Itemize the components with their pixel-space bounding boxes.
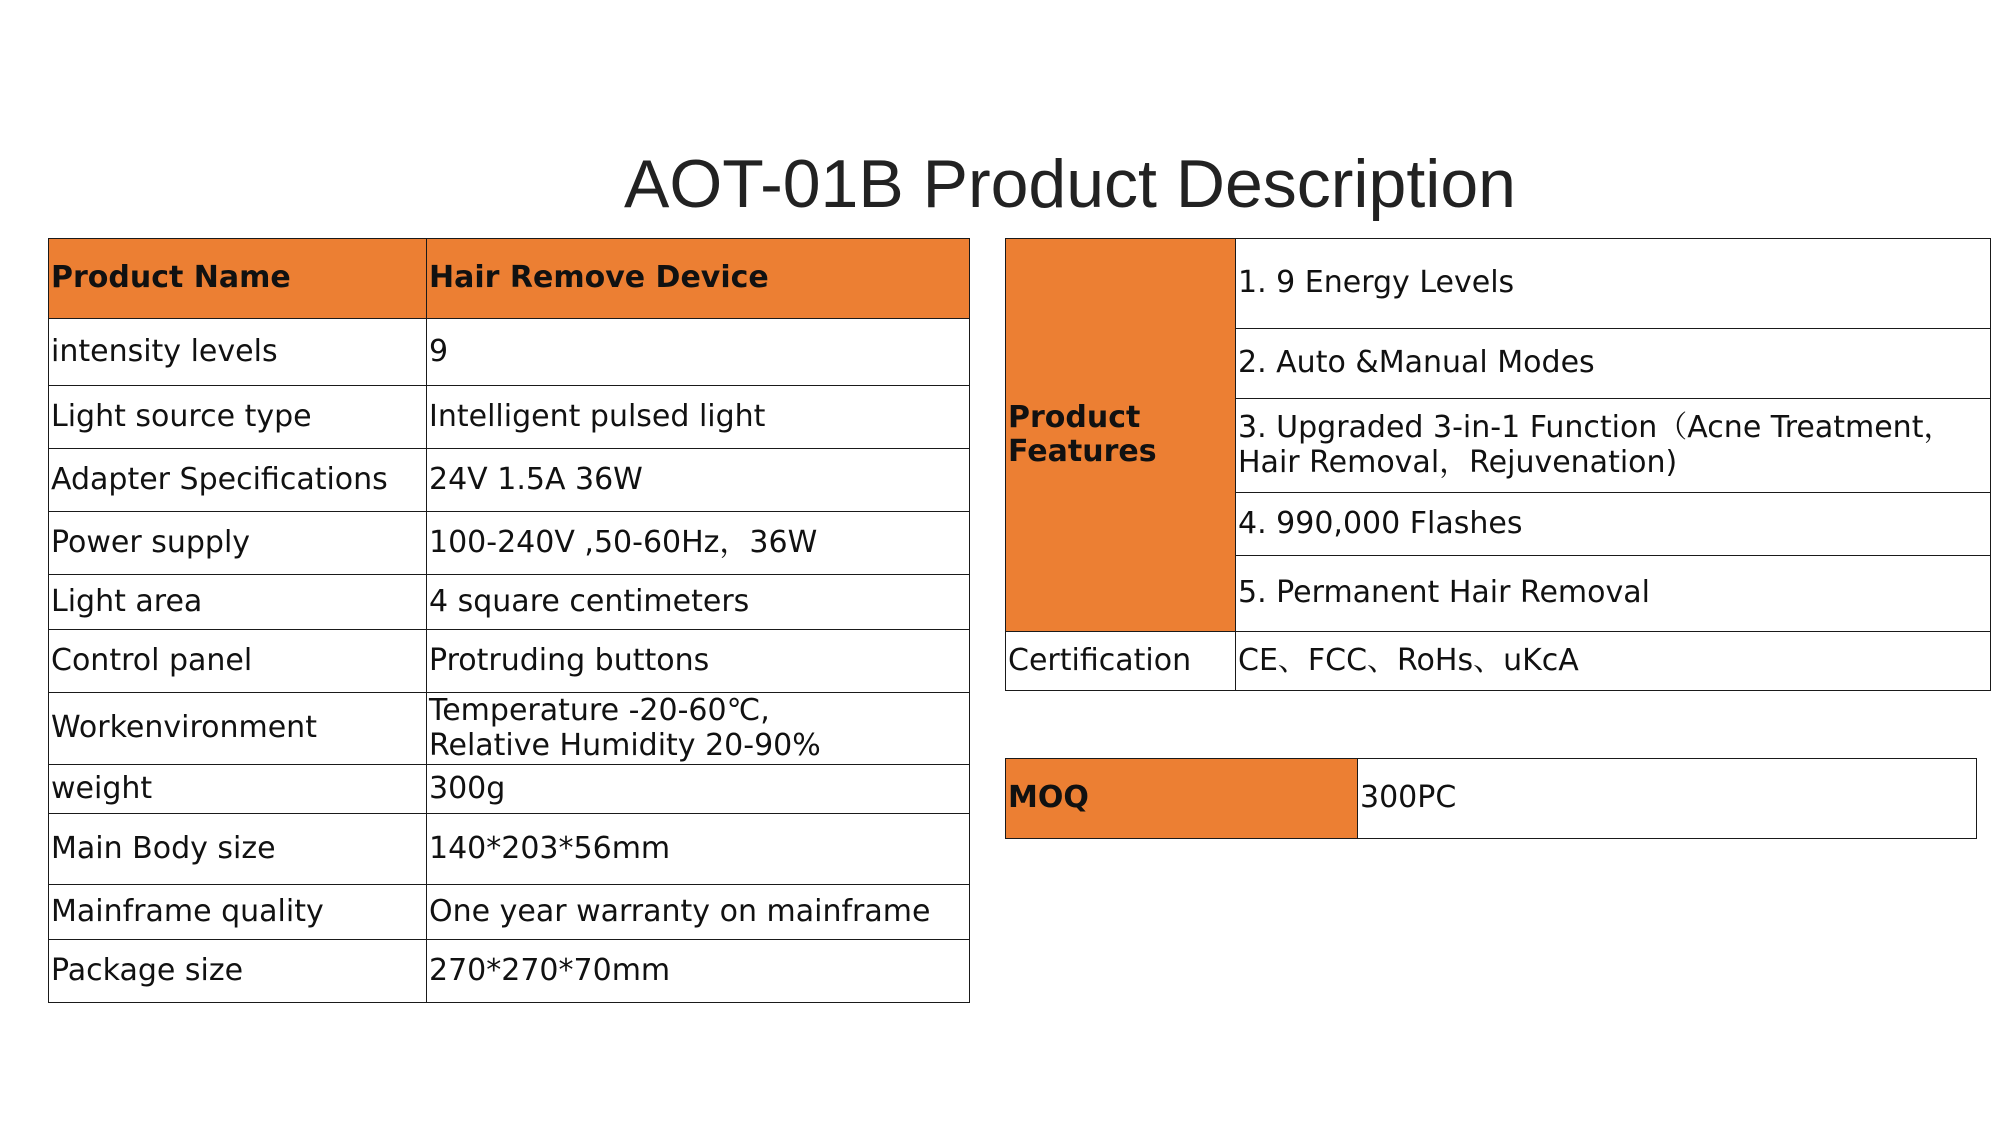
page-title: AOT-01B Product Description <box>624 146 1516 222</box>
spec-value: Intelligent pulsed light <box>427 386 970 449</box>
spec-value: 300g <box>427 765 970 814</box>
spec-label: intensity levels <box>49 319 427 386</box>
spec-value: Protruding buttons <box>427 630 970 693</box>
spec-label: Main Body size <box>49 814 427 885</box>
certification-label: Certification <box>1006 632 1236 691</box>
spec-label: Power supply <box>49 512 427 575</box>
feature-item: 2. Auto &Manual Modes <box>1236 329 1991 399</box>
product-name-label: Product Name <box>49 239 427 319</box>
spec-value: 270*270*70mm <box>427 940 970 1003</box>
table-row <box>49 765 970 814</box>
spec-label: weight <box>49 765 427 814</box>
spec-header-row <box>49 239 970 319</box>
table-row <box>1006 239 1991 329</box>
spec-label: Control panel <box>49 630 427 693</box>
spec-value: 100-240V ,50-60Hz，36W <box>427 512 970 575</box>
spec-label: Light source type <box>49 386 427 449</box>
spec-value: Temperature -20-60℃, Relative Humidity 20-90% <box>427 693 970 765</box>
spec-label: Adapter Specifications <box>49 449 427 512</box>
table-row <box>49 940 970 1003</box>
table-row <box>49 814 970 885</box>
table-row <box>49 693 970 765</box>
moq-label: MOQ <box>1006 759 1358 839</box>
table-row <box>1006 632 1991 691</box>
spec-value: One year warranty on mainframe <box>427 885 970 940</box>
feature-item: 4. 990,000 Flashes <box>1236 493 1991 556</box>
feature-item: 5. Permanent Hair Removal <box>1236 556 1991 632</box>
spec-label: Workenvironment <box>49 693 427 765</box>
table-row <box>1006 759 1977 839</box>
spec-value: 24V 1.5A 36W <box>427 449 970 512</box>
moq-value: 300PC <box>1358 759 1977 839</box>
feature-item: 1. 9 Energy Levels <box>1236 239 1991 329</box>
certification-value: CE、FCC、RoHs、uKcA <box>1236 632 1991 691</box>
features-table <box>1005 238 1991 691</box>
table-row <box>49 386 970 449</box>
spec-table <box>48 238 970 1003</box>
spec-value: 9 <box>427 319 970 386</box>
table-row <box>49 512 970 575</box>
product-features-label: Product Features <box>1006 239 1236 632</box>
spec-value: 140*203*56mm <box>427 814 970 885</box>
product-name-value: Hair Remove Device <box>427 239 970 319</box>
table-row <box>49 319 970 386</box>
feature-item: 3. Upgraded 3-in-1 Function（Acne Treatment，Hair Removal，Rejuvenation) <box>1236 399 1991 493</box>
table-row <box>49 449 970 512</box>
spec-label: Package size <box>49 940 427 1003</box>
moq-table <box>1005 758 1977 839</box>
table-row <box>49 575 970 630</box>
table-row <box>49 630 970 693</box>
spec-label: Light area <box>49 575 427 630</box>
spec-value: 4 square centimeters <box>427 575 970 630</box>
spec-label: Mainframe quality <box>49 885 427 940</box>
table-row <box>49 885 970 940</box>
